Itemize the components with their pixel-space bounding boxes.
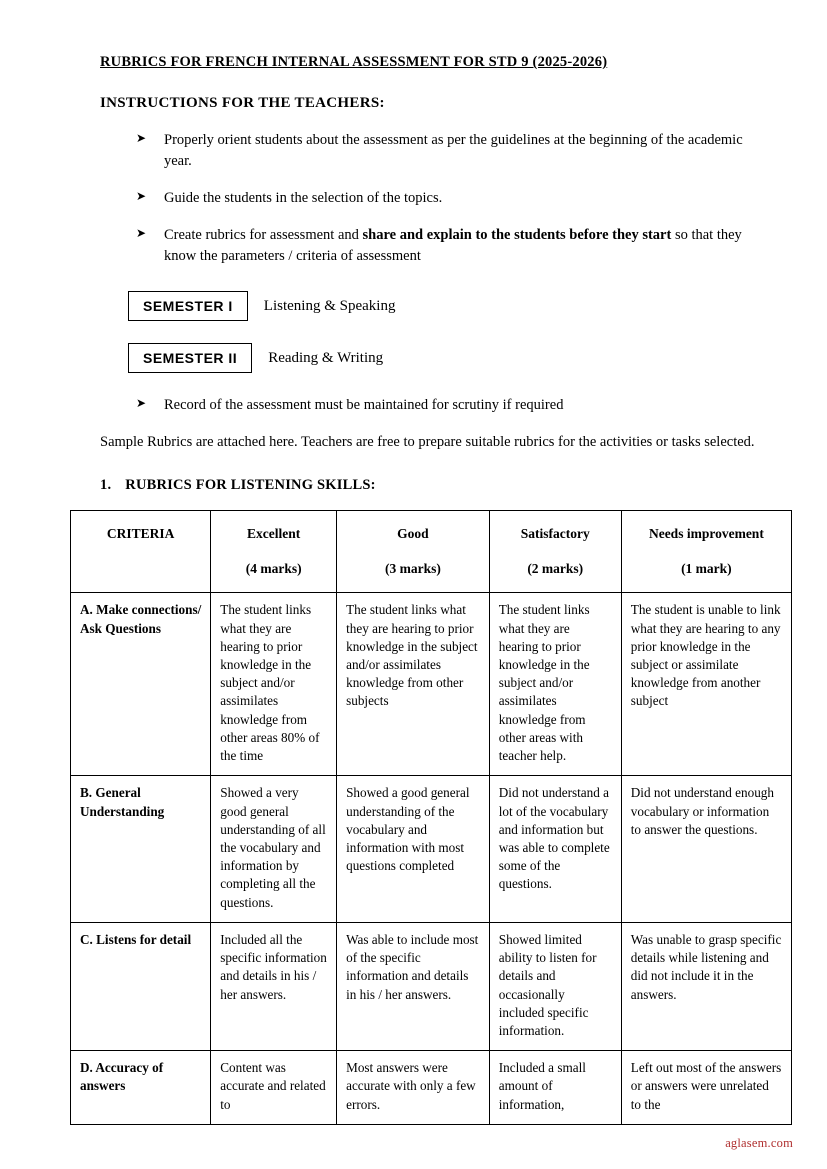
section-number: 1. [100,477,112,494]
table-header-criteria [71,511,211,593]
list-item [128,225,759,267]
header-line1: Excellent [247,526,301,542]
section-heading [100,477,759,494]
list-item-text: Record of the assessment must be maintained for scrutiny if required [164,397,564,414]
header-line1: CRITERIA [106,526,175,542]
row-criteria: C. Listens for detail [71,922,211,1050]
header-line2: (2 marks) [527,560,584,576]
row-satisfactory: Included a small amount of information, [489,1051,621,1125]
row-good: Was able to include most of the specific information and details in his / her answers. [337,922,490,1050]
row-excellent: Included all the specific information and details in his / her answers. [211,922,337,1050]
semester-2-box: SEMESTER II [128,343,252,373]
table-row [71,1051,792,1125]
row-criteria: A. Make connections/ Ask Questions [71,593,211,776]
row-satisfactory: The student links what they are hearing to prior knowledge in the subject and/or assimilates knowledge from other areas with teacher help. [489,593,621,776]
row-needs-improvement: Was unable to grasp specific details while listening and did not include it in the answers. [621,922,791,1050]
row-good: The student links what they are hearing to prior knowledge in the subject and/or assimilates knowledge from other subjects [337,593,490,776]
table-row [71,776,792,923]
semester-1-row [128,291,759,321]
row-excellent: The student links what they are hearing to prior knowledge in the subject and/or assimilates knowledge from other areas 80% of the time [211,593,337,776]
record-list [68,395,759,416]
header-line1: Good [397,526,429,542]
row-satisfactory: Did not understand a lot of the vocabulary and information but was able to complete some of the questions. [489,776,621,923]
table-row [71,593,792,776]
arrow-bullet-icon: ➤ [136,131,147,145]
instructions-heading: INSTRUCTIONS FOR THE TEACHERS: [100,95,385,111]
list-item-text-after: so that they know the parameters / criteria of assessment [164,227,742,265]
watermark: aglasem.com [725,1136,793,1150]
instructions-list [68,130,759,267]
row-needs-improvement: Left out most of the answers or answers were unrelated to the [621,1051,791,1125]
list-item-text: Properly orient students about the assessment as per the guidelines at the beginning of the academic year. [164,132,743,170]
list-item [128,130,759,172]
page-title: RUBRICS FOR FRENCH INTERNAL ASSESSMENT FOR STD 9 (2025-2026) [100,54,608,70]
arrow-bullet-icon: ➤ [136,189,147,204]
row-needs-improvement: The student is unable to link what they are hearing to any prior knowledge in the subject or assimilate knowledge from another subject [621,593,791,776]
row-criteria: B. General Understanding [71,776,211,923]
rubrics-table [70,510,792,1125]
sample-rubrics-note: Sample Rubrics are attached here. Teachers are free to prepare suitable rubrics for the activities or tasks selected. [100,434,755,451]
header-line2: (3 marks) [384,560,441,576]
table-row [71,922,792,1050]
header-line2: (4 marks) [245,560,302,576]
semester-1-description: Listening & Speaking [263,297,396,314]
table-header-excellent [211,511,337,593]
row-excellent: Showed a very good general understanding of all the vocabulary and information by completing all the questions. [211,776,337,923]
list-item-text: Guide the students in the selection of the topics. [164,190,443,207]
table-header-satisfactory [489,511,621,593]
arrow-bullet-icon: ➤ [136,396,147,411]
row-excellent: Content was accurate and related to [211,1051,337,1125]
list-item [128,395,759,416]
header-line2: (1 mark) [681,560,732,576]
list-item [128,188,759,209]
list-item-text-before: Create rubrics for assessment and [164,227,363,244]
list-item-text-bold: share and explain to the students before they start [362,227,672,244]
row-criteria: D. Accuracy of answers [71,1051,211,1125]
header-line1: Satisfactory [520,526,590,542]
semester-2-description: Reading & Writing [268,349,384,366]
row-needs-improvement: Did not understand enough vocabulary or information to answer the questions. [621,776,791,923]
table-header-good [337,511,490,593]
semester-2-row [128,343,759,373]
row-good: Showed a good general understanding of the vocabulary and information with most questions completed [337,776,490,923]
table-header-needs-improvement [621,511,791,593]
table-header-row [71,511,792,593]
header-line1: Needs improvement [648,526,764,542]
row-satisfactory: Showed limited ability to listen for details and occasionally included specific information. [489,922,621,1050]
row-good: Most answers were accurate with only a few errors. [337,1051,490,1125]
arrow-bullet-icon: ➤ [136,226,147,241]
section-title: RUBRICS FOR LISTENING SKILLS: [125,477,376,494]
semester-1-box: SEMESTER I [128,291,248,321]
